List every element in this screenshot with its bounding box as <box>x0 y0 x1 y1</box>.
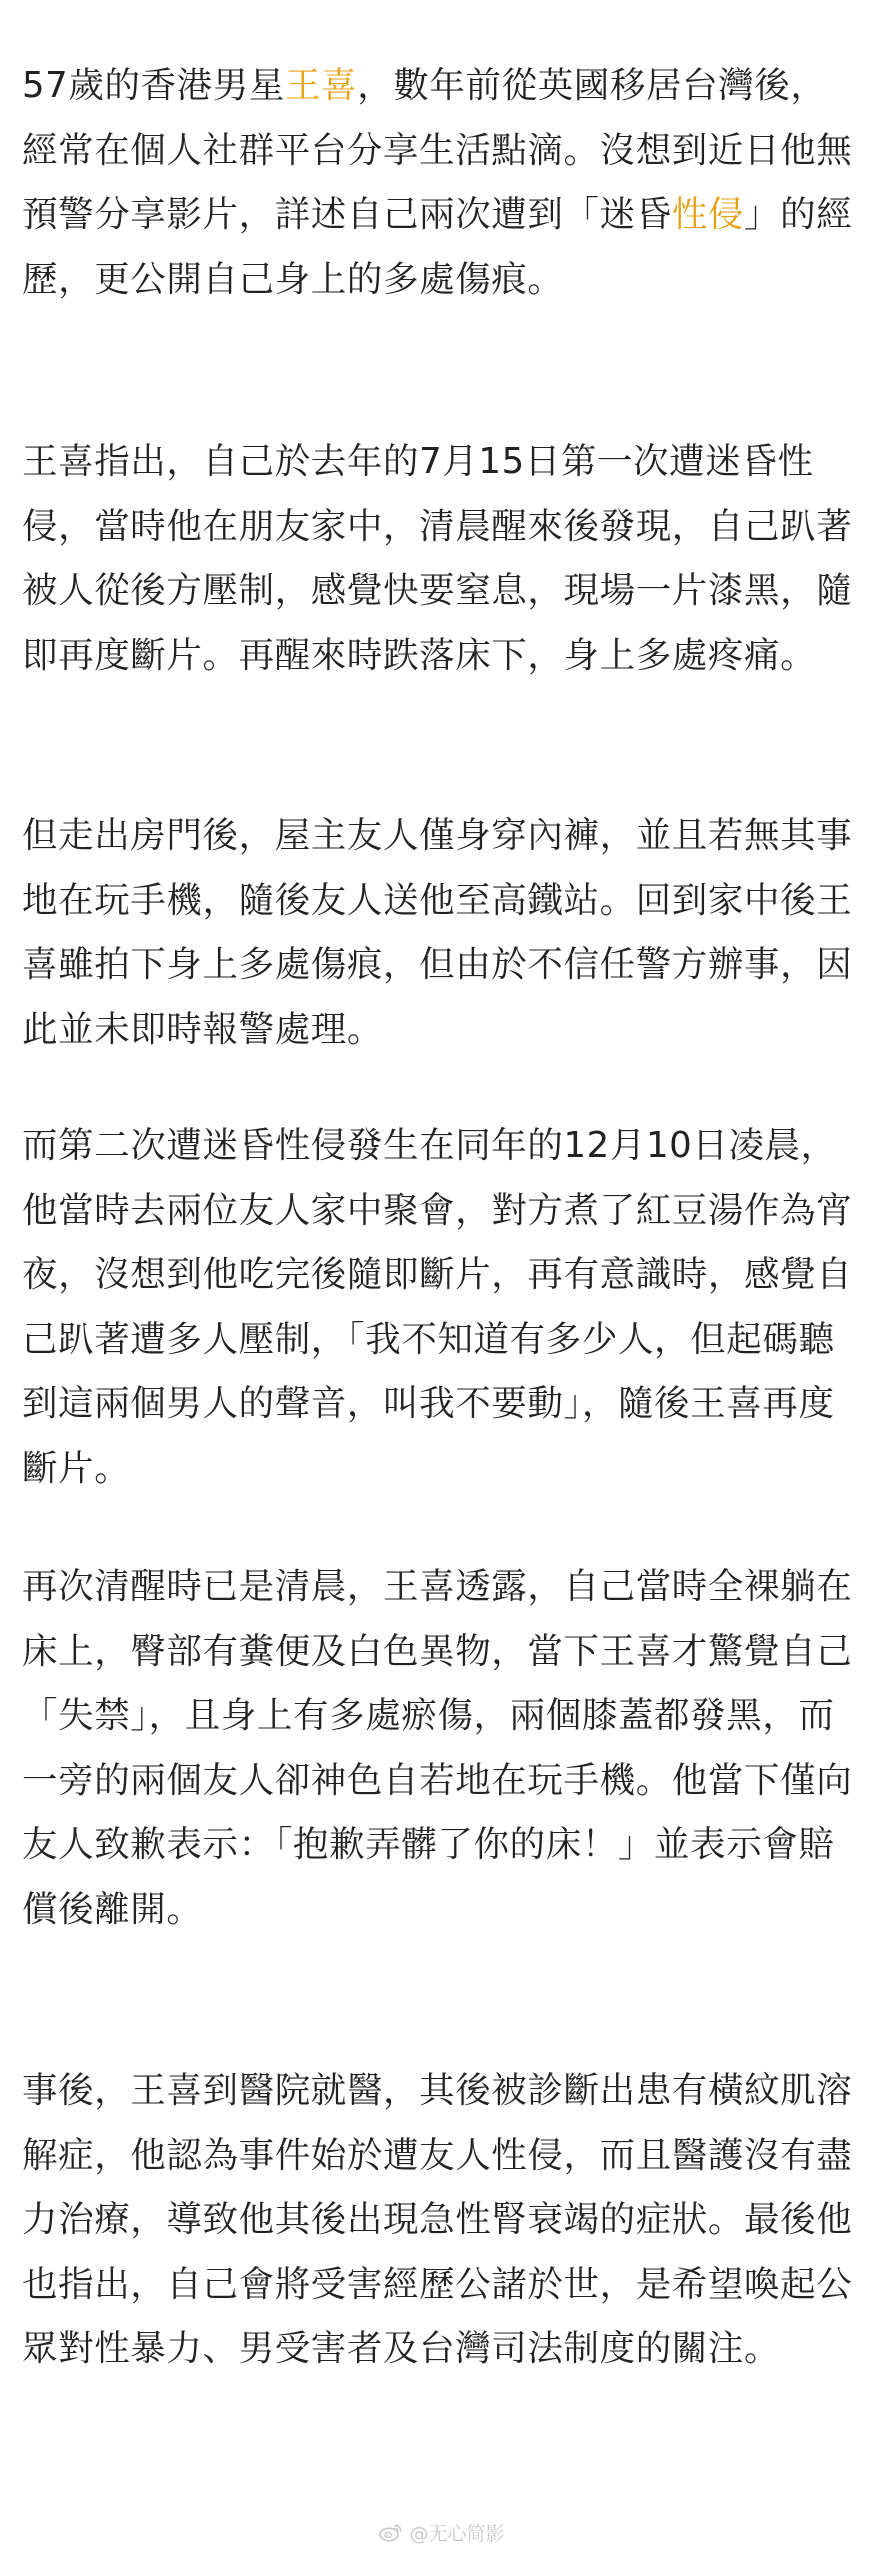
watermark <box>0 2512 884 2552</box>
paragraph-4: 而第二次遭迷昏性侵發生在同年的12月10日凌晨，他當時去兩位友人家中聚會，對方煮了紅豆湯作為宵夜，沒想到他吃完後隨即斷片，再有意識時，感覺自己趴著遭多人壓制，「我不知道有多少人，但起碼聽到這兩個男人的聲音，叫我不要動」，隨後王喜再度斷片。 <box>22 1125 853 1489</box>
p1-text-a: 57歲的香港男星 <box>22 65 285 106</box>
paragraph-2: 王喜指出，自己於去年的7月15日第一次遭迷昏性侵，當時他在朋友家中，清晨醒來後發現，自己趴著被人從後方壓制，感覺快要窒息，現場一片漆黑，隨即再度斷片。再醒來時跌落床下，身上多處疼痛。 <box>22 441 853 676</box>
p1-text-e: 」的經歷，更公開自己身上的多處傷痕。 <box>22 194 853 300</box>
watermark-text: @无心简影 <box>409 2522 505 2545</box>
paragraph-6: 事後，王喜到醫院就醫，其後被診斷出患有橫紋肌溶解症，他認為事件始於遭友人性侵，而且醫護沒有盡力治療，導致他其後出現急性腎衰竭的症狀。最後他也指出，自己會將受害經歷公諸於世，是希望喚起公眾對性暴力、男受害者及台灣司法制度的關注。 <box>22 2070 853 2369</box>
paragraph-5: 再次清醒時已是清晨，王喜透露，自己當時全裸躺在床上，臀部有糞便及白色異物，當下王喜才驚覺自己「失禁」，且身上有多處瘀傷，兩個膝蓋都發黑，而一旁的兩個友人卻神色自若地在玩手機。他當下僅向友人致歉表示：「抱歉弄髒了你的床！」並表示會賠償後離開。 <box>22 1566 853 1930</box>
paragraph-3: 但走出房門後，屋主友人僅身穿內褲，並且若無其事地在玩手機，隨後友人送他至高鐵站。回到家中後王喜雖拍下身上多處傷痕，但由於不信任警方辦事，因此並未即時報警處理。 <box>22 815 853 1050</box>
highlight-keyword-link[interactable]: 性侵 <box>671 194 745 235</box>
paragraph-1 <box>22 54 862 312</box>
weibo-icon <box>379 2522 403 2542</box>
p1-text-c: ，數年前從英國移居台灣後，經常在個人社群平台分享生活點滴。沒想到近日他無預警分享影片，詳述自己兩次遭到「迷昏 <box>22 65 853 235</box>
highlight-name-link[interactable]: 王喜 <box>284 65 358 106</box>
